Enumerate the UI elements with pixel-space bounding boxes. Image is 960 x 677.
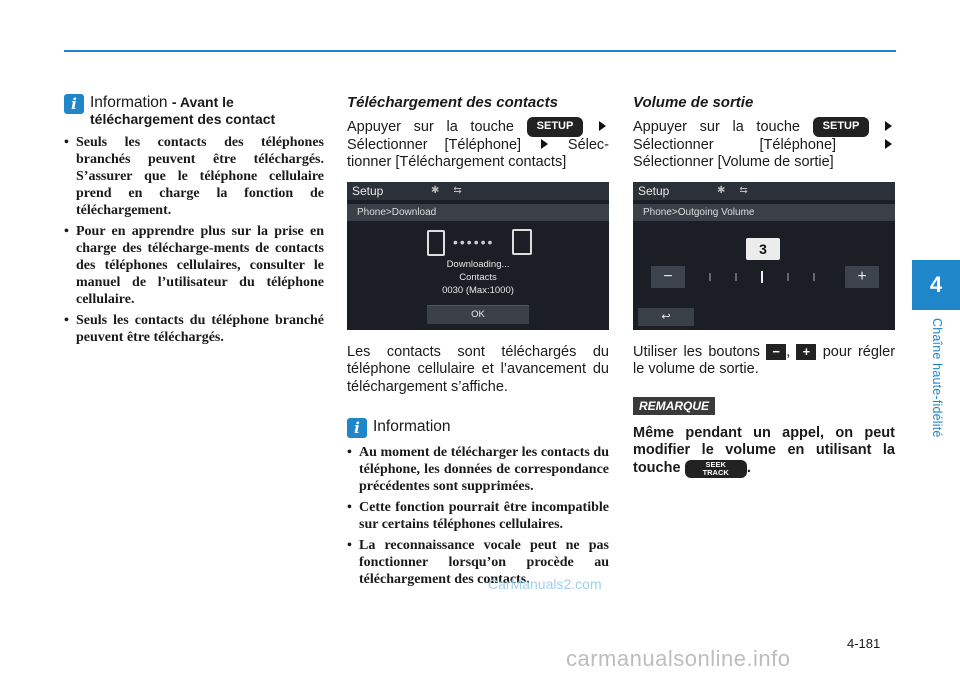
screen-title: Setup <box>638 183 670 198</box>
instruction-text: Sélectionner [Volume de sortie] <box>633 154 834 170</box>
volume-tick <box>787 273 789 281</box>
minus-key-icon: − <box>766 344 786 360</box>
arrow-right-icon <box>885 139 892 149</box>
contacts-doc-icon <box>512 229 532 255</box>
instruction-text: Sélectionner [Téléphone] <box>633 136 837 153</box>
volume-plus-button[interactable]: + <box>845 266 879 288</box>
remarque-badge: REMARQUE <box>633 397 715 415</box>
ok-button[interactable]: OK <box>427 305 529 324</box>
arrow-right-icon <box>599 121 606 131</box>
instruction-volume <box>633 117 895 172</box>
volume-value: 3 <box>746 238 780 260</box>
download-status <box>347 258 609 297</box>
volume-tick <box>735 273 737 281</box>
page-number: 4-181 <box>847 636 881 651</box>
volume-minus-button[interactable]: − <box>651 266 685 288</box>
progress-dots: •••••• <box>453 233 495 250</box>
volume-adjust-text <box>633 344 895 379</box>
volume-screen <box>633 182 895 330</box>
section-title-download: Téléchargement des contacts <box>347 94 558 111</box>
chapter-tab <box>912 260 960 310</box>
instruction-text: Sélectionner [Téléphone] <box>347 136 522 153</box>
instruction-text: Sélec-tionner [Téléchargement contacts] <box>347 136 610 170</box>
volume-tick-active <box>761 271 763 283</box>
footer-watermark: carmanualsonline.info <box>566 646 791 671</box>
watermark: CarManuals2.com <box>488 576 602 592</box>
list-item: • La reconnaissance vocale peut ne pas fonctionner lorsqu’on procède au téléchargement des contacts. <box>347 537 609 588</box>
info-bullet-list <box>64 134 324 346</box>
plus-key-icon: + <box>796 344 816 360</box>
info-icon: i <box>64 94 84 114</box>
column-2 <box>347 94 609 592</box>
setup-key: SETUP <box>527 117 584 137</box>
info-header <box>64 94 324 128</box>
instruction-text: pour régler le volume de sortie. <box>633 343 896 377</box>
screen-header <box>347 182 609 200</box>
info-bullet-list <box>347 444 609 588</box>
info-title <box>90 94 324 128</box>
info-title-text: Information <box>90 94 168 111</box>
list-item: • Seuls les contacts des téléphones branchés peuvent être téléchargés. S’assurer que le téléphone cellulaire prend en charge la fonction de téléchargement. <box>64 134 324 219</box>
status-line: Downloading... <box>446 258 510 270</box>
info-icon: i <box>347 418 367 438</box>
download-result-text: Les contacts sont téléchargés du téléphone cellulaire et l’avancement du téléchargement s’affiche. <box>347 343 609 395</box>
seek-label: SEEK <box>705 459 726 469</box>
volume-tick <box>709 273 711 281</box>
screen-title: Setup <box>352 183 384 198</box>
note-text: Même pendant un appel, on peut modifier le volume en utilisant la touche <box>633 424 895 476</box>
instruction-text: Appuyer sur la touche <box>347 119 514 135</box>
column-3 <box>633 94 895 478</box>
instruction-text: Appuyer sur la touche <box>633 119 800 135</box>
list-item: • Pour en apprendre plus sur la prise en charge des télécharge-ments de contacts des téléphones cellulaires, consulter le manuel de l’utilisateur du téléphone cellulaire. <box>64 223 324 308</box>
list-item: • Cette fonction pourrait être incompatible sur certains téléphones cellulaires. <box>347 499 609 533</box>
list-item: • Au moment de télécharger les contacts du téléphone, les données de correspondance précédentes sont supprimées. <box>347 444 609 495</box>
screen-breadcrumb: Phone>Download <box>347 204 609 221</box>
side-section-label: Chaîne haute-fidélité <box>930 318 944 438</box>
separator: , <box>786 343 791 360</box>
note-end: . <box>746 459 751 476</box>
bluetooth-icon: ✱⇆ <box>431 184 476 196</box>
status-line: 0030 (Max:1000) <box>442 284 514 296</box>
list-item: • Seuls les contacts du téléphone branché peuvent être téléchargés. <box>64 312 324 346</box>
download-screen <box>347 182 609 330</box>
status-line: Contacts <box>459 271 497 283</box>
instruction-text: Utiliser les boutons <box>633 343 760 360</box>
bluetooth-icon: ✱⇆ <box>717 184 762 196</box>
seek-track-key-icon <box>685 460 747 478</box>
arrow-right-icon <box>541 139 548 149</box>
column-1 <box>64 94 324 350</box>
setup-key: SETUP <box>813 117 870 137</box>
section-title-volume: Volume de sortie <box>633 94 754 111</box>
chapter-number: 4 <box>929 272 943 297</box>
screen-breadcrumb: Phone>Outgoing Volume <box>633 204 895 221</box>
back-button[interactable]: ↩ <box>638 308 694 326</box>
volume-tick <box>813 273 815 281</box>
top-rule <box>64 50 896 52</box>
info-subtitle: - Avant le téléchargement des contact <box>90 94 276 127</box>
info-header <box>347 418 609 438</box>
track-label: TRACK <box>702 467 729 477</box>
remarque-text <box>633 425 895 478</box>
arrow-right-icon <box>885 121 892 131</box>
instruction-download <box>347 117 609 172</box>
info-title: Information <box>373 418 451 435</box>
screen-header <box>633 182 895 200</box>
volume-scale <box>699 270 829 284</box>
phone-icon <box>427 230 445 256</box>
